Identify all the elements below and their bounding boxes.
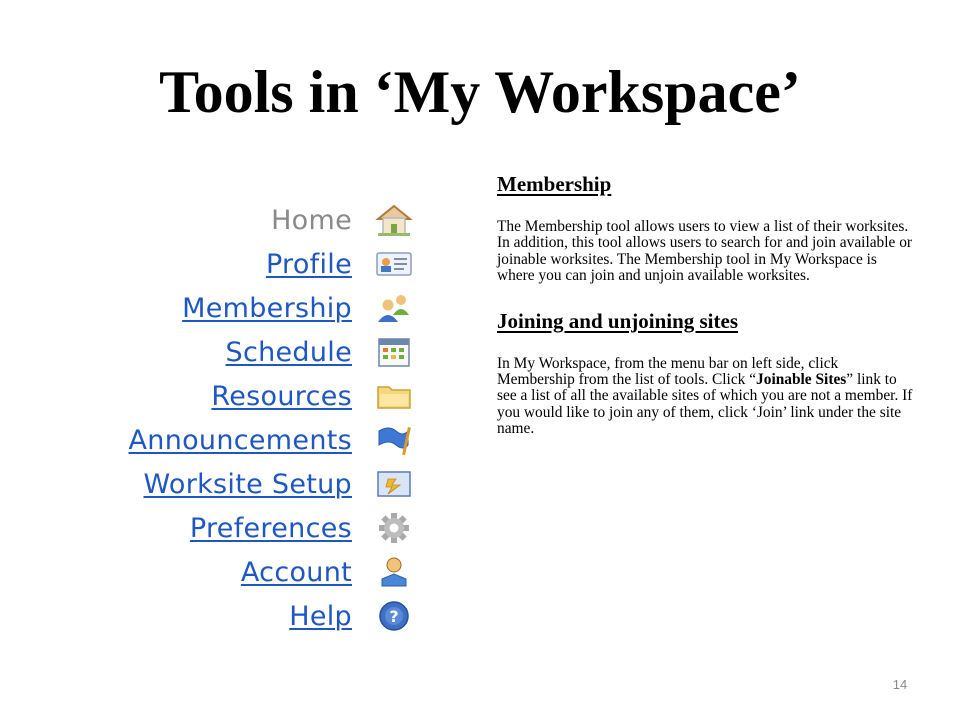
user-icon <box>368 552 420 592</box>
folder-icon <box>368 376 420 416</box>
menu-item-membership[interactable] <box>0 286 430 330</box>
menu-item-announcements[interactable] <box>0 418 430 462</box>
worksite-setup-icon <box>368 464 420 504</box>
menu-item-schedule[interactable] <box>0 330 430 374</box>
menu-item-profile[interactable] <box>0 242 430 286</box>
page-number: 14 <box>892 677 908 692</box>
joinable-sites-link-text: Joinable Sites <box>756 371 847 389</box>
membership-description: The Membership tool allows users to view a list of their worksites. In addition, this tool allows users to search for and join available or joinable worksites. The Membership tool in My Workspace is where you can join and unjoin available worksites. <box>497 218 913 285</box>
joining-heading: Joining and unjoining sites <box>497 308 739 333</box>
menu-item-label: Membership <box>182 292 352 324</box>
menu-item-preferences[interactable] <box>0 506 430 550</box>
help-icon <box>368 596 420 636</box>
menu-item-resources[interactable] <box>0 374 430 418</box>
menu-item-label: Preferences <box>189 512 352 544</box>
menu-item-home[interactable] <box>0 198 430 242</box>
membership-heading: Membership <box>497 172 612 196</box>
menu-item-help[interactable] <box>0 594 430 638</box>
menu-item-label: Announcements <box>128 424 352 456</box>
joining-text-before: In My Workspace, from the menu bar on left side, click Membership from the list of tools. Click “ <box>497 354 839 389</box>
menu-item-label: Schedule <box>225 336 352 368</box>
menu-item-label: Home <box>271 204 352 236</box>
joining-description <box>497 356 917 438</box>
menu-item-label: Help <box>289 600 352 632</box>
slide-title: Tools in ‘My Workspace’ <box>159 59 801 125</box>
menu-item-worksite-setup[interactable] <box>0 462 430 506</box>
membership-people-icon <box>368 288 420 328</box>
content-panel <box>497 172 917 438</box>
calendar-icon <box>368 332 420 372</box>
menu-item-label: Account <box>240 556 352 588</box>
menu-item-label: Profile <box>265 248 352 280</box>
gear-icon <box>368 508 420 548</box>
flag-icon <box>368 420 420 460</box>
menu-item-label: Worksite Setup <box>143 468 352 500</box>
svg-text:?: ? <box>389 607 399 626</box>
joining-text-after: ” link to see a list of all the available sites of which you are not a member. If you would like to join any of them, click ‘Join’ link under the site name. <box>497 371 913 438</box>
home-icon <box>368 200 420 240</box>
menu-item-label: Resources <box>211 380 352 412</box>
menu-item-account[interactable] <box>0 550 430 594</box>
profile-card-icon <box>368 244 420 284</box>
